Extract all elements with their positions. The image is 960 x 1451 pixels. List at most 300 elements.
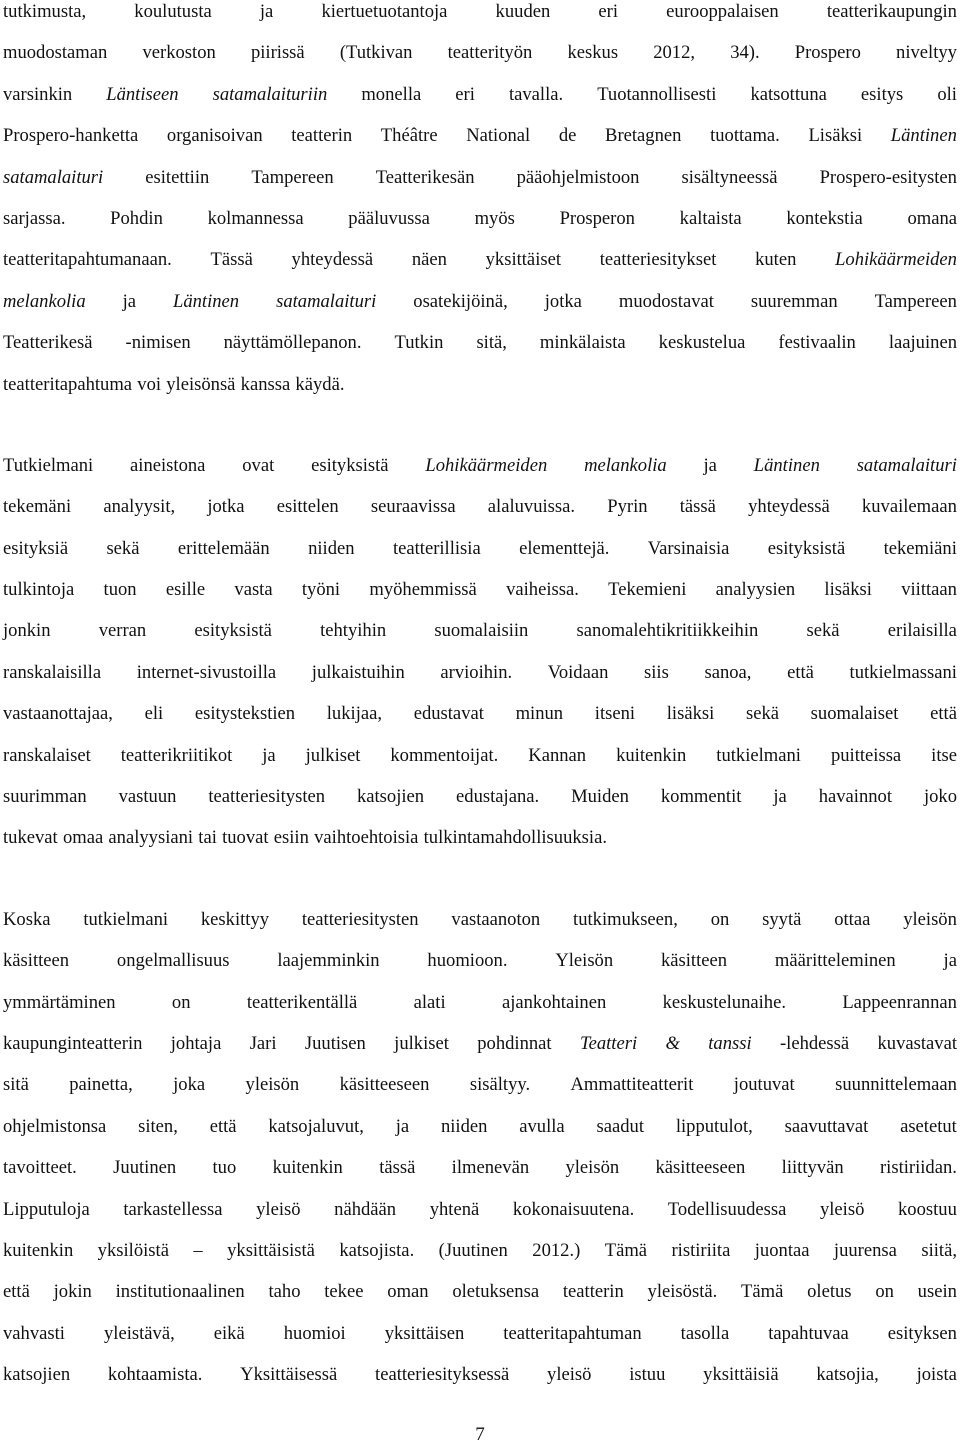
word: teatterikaupungin (826, 1, 957, 22)
word: tässä (679, 496, 716, 518)
word: suurimman (3, 786, 87, 808)
word: ja (703, 454, 717, 476)
word: kiertuetuotantoja (321, 1, 448, 22)
word: usein (917, 1281, 957, 1303)
word: liittyvän (781, 1157, 844, 1179)
word: yksittäisen (384, 1322, 465, 1344)
word: suuremman (750, 290, 838, 312)
word: esitettiin (145, 166, 210, 188)
word: esityksistä (767, 537, 846, 559)
word: itseni (594, 703, 636, 725)
word: pääluvussa (348, 207, 430, 229)
text-line (3, 1322, 957, 1363)
text-line (3, 826, 957, 867)
word: ottaa (834, 908, 871, 930)
word: yhteydessä (748, 496, 830, 518)
word: siis (644, 661, 669, 683)
word: Pohdin (110, 207, 163, 229)
word: ajankohtainen (501, 991, 607, 1013)
word: käydä. (295, 373, 345, 395)
word: katsottuna (750, 83, 827, 105)
word: omaa (62, 827, 104, 849)
word: tukevat (3, 827, 58, 849)
word: 34). (730, 42, 760, 64)
word: painetta, (69, 1074, 133, 1096)
word: de (558, 125, 577, 147)
word: jonkin (3, 620, 51, 642)
text-line (3, 785, 957, 826)
text-line (3, 290, 957, 331)
italic-word: Lohikäärmeiden (425, 454, 548, 476)
word: ymmärtäminen (3, 991, 116, 1013)
word: oman (387, 1281, 429, 1303)
word: tutkielmani (716, 744, 801, 766)
word: omana (907, 207, 957, 229)
word: Pyrin (607, 496, 648, 518)
word: sisältyy. (469, 1074, 531, 1096)
text-line (3, 744, 957, 785)
word: minun (515, 703, 564, 725)
word: julkaistuihin (311, 661, 405, 683)
word: Lipputuloja (3, 1198, 90, 1220)
word: esityksistä (194, 620, 272, 642)
word: Juutisen (304, 1032, 366, 1054)
word: keskustelua (658, 332, 746, 354)
word: Tämä (741, 1281, 784, 1303)
word: 2012, (653, 42, 696, 64)
word: esityksiä (3, 537, 69, 559)
word: tehtyihin (320, 620, 387, 642)
word: yksittäisiä (703, 1364, 779, 1386)
word: teatterillisia (392, 537, 481, 559)
word: Kannan (528, 744, 587, 766)
word: näyttämöllepanon. (223, 332, 362, 354)
paragraph (3, 454, 957, 868)
word: joutuvat (733, 1074, 795, 1096)
word: esittelen (276, 496, 339, 518)
word: niiden (308, 537, 355, 559)
word: suomalaisiin (434, 620, 529, 642)
word: kuvastavat (877, 1032, 957, 1054)
word: kokonaisuutena. (512, 1198, 635, 1220)
text-line (3, 124, 957, 165)
word: on (710, 908, 730, 930)
word: tapahtuvaa (768, 1322, 849, 1344)
word: Teatterikesän (375, 166, 475, 188)
word: tavalla. (508, 83, 564, 105)
word: organisoivan (166, 125, 263, 147)
word: kuuden (495, 1, 551, 22)
word: ja (943, 950, 957, 972)
italic-word: Läntinen (172, 290, 240, 312)
word: yleisön (565, 1157, 620, 1179)
word: Prospero-esitysten (819, 166, 957, 188)
word: Teatterikesä (3, 332, 93, 354)
word: oletus (807, 1281, 852, 1303)
word: ranskalaiset (3, 744, 91, 766)
word: piirissä (250, 42, 305, 64)
word: vahvasti (3, 1322, 65, 1344)
word: edustavat (413, 703, 484, 725)
word: eurooppalaisen (666, 1, 779, 22)
word: kuitenkin (272, 1157, 343, 1179)
word: Juutinen (113, 1157, 177, 1179)
word: joka (173, 1074, 206, 1096)
word: itse (931, 744, 957, 766)
word: että (209, 1115, 237, 1137)
word: sekä (806, 620, 840, 642)
word: myös (474, 207, 515, 229)
word: avulla (519, 1115, 565, 1137)
word: lipputulot, (675, 1115, 753, 1137)
word: koulutusta (134, 1, 212, 22)
word: National (466, 125, 531, 147)
word: esitys (860, 83, 904, 105)
word: puitteissa (830, 744, 902, 766)
word: teatterin (291, 125, 353, 147)
word: käsitteeseen (339, 1074, 430, 1096)
word: ovat (242, 454, 275, 476)
text-line (3, 1032, 957, 1073)
word: että (930, 703, 957, 725)
word: tutkimusta, (3, 1, 87, 22)
word: käsitteen (660, 950, 728, 972)
word: huomioon. (427, 950, 508, 972)
word: analyysien (715, 579, 796, 601)
word: osatekijöinä, (413, 290, 508, 312)
paragraph-spacer (3, 868, 957, 908)
word: asetetut (900, 1115, 957, 1137)
word: lukijaa, (326, 703, 383, 725)
word: voi (137, 373, 162, 395)
italic-word: satamalaituri (3, 166, 104, 188)
word: Tampereen (874, 290, 957, 312)
italic-word: melankolia (584, 454, 667, 476)
word: kommentit (660, 786, 742, 808)
word: Jari (249, 1032, 277, 1054)
text-line (3, 619, 957, 660)
word: Muiden (571, 786, 629, 808)
word: sekä (745, 703, 779, 725)
italic-word: satamalaituri (856, 454, 957, 476)
word: tutkimukseen, (573, 908, 678, 930)
word: yleisö (819, 1198, 865, 1220)
word: – (193, 1239, 203, 1261)
word: (Tutkivan (339, 42, 413, 64)
word: muodostaman (3, 42, 108, 64)
word: Prospero (794, 42, 861, 64)
word: erittelemään (177, 537, 270, 559)
word: kaltaista (679, 207, 742, 229)
text-line (3, 331, 957, 372)
word: yleisön (245, 1074, 300, 1096)
word: teatteriesitykset (599, 249, 717, 271)
word: yksittäiset (485, 249, 562, 271)
text-line (3, 661, 957, 702)
word: käsitteen (3, 950, 70, 972)
word: verran (98, 620, 147, 642)
word: Prospero-hanketta (3, 125, 139, 147)
word: tuovat (222, 827, 269, 849)
word: havainnot (818, 786, 893, 808)
word: joista (916, 1364, 957, 1386)
word: kommentoijat. (390, 744, 499, 766)
word: internet-sivustoilla (136, 661, 277, 683)
word: pääohjelmistoon (516, 166, 640, 188)
text-line (3, 702, 957, 743)
word: esille (165, 579, 206, 601)
word: tutkielmani (83, 908, 169, 930)
word: keskus (567, 42, 619, 64)
paragraph (3, 908, 957, 1405)
paragraph-spacer (3, 414, 957, 454)
word: joko (923, 786, 957, 808)
word: katsojien (356, 786, 425, 808)
word: suomalaiset (810, 703, 899, 725)
word: Prosperon (559, 207, 635, 229)
word: eli (144, 703, 164, 725)
word: määritteleminen (774, 950, 896, 972)
word: elementtejä. (519, 537, 610, 559)
word: tulkintamahdollisuuksia. (423, 827, 607, 849)
word: monella (361, 83, 422, 105)
text-line (3, 1239, 957, 1280)
word: seuraavissa (370, 496, 456, 518)
word: katsojien (3, 1364, 71, 1386)
word: yleisöstä. (647, 1281, 718, 1303)
word: vastaanoton (451, 908, 541, 930)
text-line (3, 908, 957, 949)
word: käsitteeseen (655, 1157, 746, 1179)
word: suunnittelemaan (835, 1074, 957, 1096)
word: Koska (3, 908, 51, 930)
text-line (3, 207, 957, 248)
italic-word: & (665, 1032, 680, 1054)
word: Bretagnen (605, 125, 682, 147)
word: teatteriesityksessä (375, 1364, 510, 1386)
word: Tutkin (394, 332, 444, 354)
word: keskustelunaihe. (662, 991, 786, 1013)
word: ja (122, 290, 137, 312)
word: yleisö (547, 1364, 592, 1386)
italic-word: satamalaituriin (212, 83, 328, 105)
word: laajuinen (888, 332, 957, 354)
word: teatterin (562, 1281, 624, 1303)
word: kontekstia (786, 207, 863, 229)
word: niiden (440, 1115, 488, 1137)
word: julkiset (305, 744, 361, 766)
word: ja (259, 1, 274, 22)
word: vaihtoehtoisia (314, 827, 419, 849)
word: teatterikriitikot (120, 744, 233, 766)
word: 2012.) (532, 1239, 581, 1261)
word: teatteritapahtuma (3, 373, 133, 395)
text-line (3, 495, 957, 536)
word: teatteriesitysten (208, 786, 326, 808)
word: taho (268, 1281, 301, 1303)
text-line (3, 578, 957, 619)
word: tuo (212, 1157, 237, 1179)
word: teatteritapahtuman (503, 1322, 642, 1344)
word: jokin (53, 1281, 92, 1303)
word: eri (455, 83, 475, 105)
word: katsojia, (816, 1364, 879, 1386)
word: teatteriesitysten (301, 908, 419, 930)
word: Lappeenrannan (842, 991, 957, 1013)
word: Tuotannollisesti (597, 83, 717, 105)
word: institutionaalinen (115, 1281, 245, 1303)
word: eri (598, 1, 619, 22)
word: Tässä (210, 249, 253, 271)
word: Voidaan (547, 661, 609, 683)
word: tekemäni (3, 496, 72, 518)
word: -lehdessä (779, 1032, 850, 1054)
word: ristiriita (671, 1239, 731, 1261)
word: vasta (234, 579, 273, 601)
word: viittaan (901, 579, 957, 601)
text-line (3, 537, 957, 578)
word: teatterityön (447, 42, 533, 64)
word: Tampereen (251, 166, 334, 188)
italic-word: satamalaituri (276, 290, 377, 312)
word: kanssa (240, 373, 291, 395)
italic-word: Läntinen (890, 125, 957, 147)
word: pohdinnat (477, 1032, 552, 1054)
word: sekä (106, 537, 140, 559)
word: on (171, 991, 191, 1013)
italic-word: Lohikäärmeiden (835, 249, 957, 271)
word: vaiheissa. (506, 579, 579, 601)
word: on (875, 1281, 894, 1303)
italic-word: Läntiseen (106, 83, 179, 105)
word: ja (773, 786, 787, 808)
word: Tämä (604, 1239, 648, 1261)
word: niveltyy (896, 42, 957, 64)
word: minkälaista (539, 332, 626, 354)
word: Tekemieni (608, 579, 687, 601)
word: sanomalehtikritiikkeihin (576, 620, 759, 642)
word: juontaa (754, 1239, 810, 1261)
word: muodostavat (618, 290, 714, 312)
word: Varsinaisia (647, 537, 730, 559)
page-number: 7 (475, 1424, 485, 1445)
word: Todellisuudessa (667, 1198, 787, 1220)
word: kuitenkin (3, 1239, 74, 1261)
word: ranskalaisilla (3, 661, 102, 683)
word: kuitenkin (616, 744, 687, 766)
word: tarkastellessa (123, 1198, 223, 1220)
word: ristiriidan. (879, 1157, 957, 1179)
word: sanoa, (704, 661, 752, 683)
word: esiin (273, 827, 309, 849)
text-line (3, 166, 957, 207)
word: yleisö (256, 1198, 301, 1220)
word: työni (301, 579, 341, 601)
word: analyysit, (103, 496, 176, 518)
word: juurensa (833, 1239, 897, 1261)
word: saadut (596, 1115, 645, 1137)
text-line (3, 949, 957, 990)
word: (Juutinen (438, 1239, 508, 1261)
text-line (3, 1115, 957, 1156)
word: oli (937, 83, 957, 105)
word: laajemminkin (277, 950, 380, 972)
text-line (3, 1156, 957, 1197)
text-line (3, 83, 957, 124)
word: vastuun (118, 786, 177, 808)
word: koostuu (898, 1198, 957, 1220)
word: kuten (755, 249, 797, 271)
word: ilmenevän (451, 1157, 530, 1179)
word: teatterikentällä (246, 991, 358, 1013)
text-line (3, 248, 957, 289)
word: arvioihin. (440, 661, 513, 683)
text-line (3, 1198, 957, 1239)
word: saavuttavat (784, 1115, 869, 1137)
word: tekee (324, 1281, 364, 1303)
word: esitystekstien (194, 703, 296, 725)
word: kuvailemaan (861, 496, 957, 518)
word: Théâtre (380, 125, 438, 147)
text-line (3, 41, 957, 82)
italic-word: Teatteri (579, 1032, 638, 1054)
word: lisäksi (824, 579, 872, 601)
word: siten, (138, 1115, 178, 1137)
word: vastaanottajaa, (3, 703, 113, 725)
word: tuottama. (710, 125, 780, 147)
word: katsojista. (339, 1239, 415, 1261)
text-line (3, 373, 957, 414)
word: tuon (103, 579, 137, 601)
word: yhtenä (429, 1198, 480, 1220)
italic-word: tanssi (708, 1032, 752, 1054)
text-line (3, 1073, 957, 1114)
word: johtaja (170, 1032, 222, 1054)
word: jotka (544, 290, 582, 312)
word: katsojaluvut, (268, 1115, 364, 1137)
word: tässä (379, 1157, 416, 1179)
word: tekemiäni (883, 537, 957, 559)
word: sitä (3, 1074, 29, 1096)
word: verkoston (142, 42, 216, 64)
word: Tutkielmani (3, 454, 94, 476)
word: tutkielmassani (849, 661, 957, 683)
word: kaupunginteatterin (3, 1032, 143, 1054)
word: esityksen (887, 1322, 957, 1344)
italic-word: melankolia (3, 290, 86, 312)
word: lisäksi (666, 703, 715, 725)
word: yksilöistä (97, 1239, 169, 1261)
word: eikä (213, 1322, 245, 1344)
word: ohjelmistonsa (3, 1115, 107, 1137)
word: erilaisilla (887, 620, 957, 642)
word: ja (262, 744, 276, 766)
word: Lisäksi (808, 125, 863, 147)
text-line (3, 1280, 957, 1321)
italic-word: Läntinen (753, 454, 820, 476)
word: sisältyneessä (681, 166, 778, 188)
word: että (787, 661, 814, 683)
word: teatteritapahtumanaan. (3, 249, 172, 271)
word: tai (198, 827, 217, 849)
text-line (3, 991, 957, 1032)
word: oletuksensa (452, 1281, 540, 1303)
word: kohtaamista. (107, 1364, 203, 1386)
document-page (3, 0, 957, 1405)
word: julkiset (394, 1032, 449, 1054)
word: aineistona (130, 454, 206, 476)
text-line (3, 0, 957, 41)
